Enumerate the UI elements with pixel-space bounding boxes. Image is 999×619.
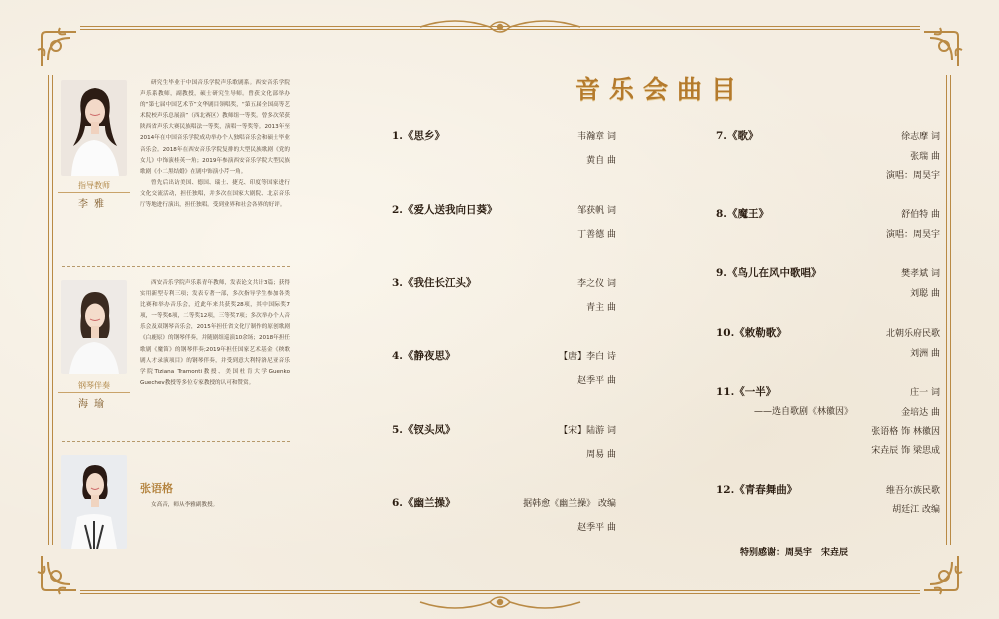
credit-name: 邹获帆	[577, 206, 605, 216]
program-title-3: 3.《我住长江头》	[392, 277, 477, 289]
credit-name: 演唱：周昊宇	[885, 230, 940, 240]
bio-singer	[140, 500, 290, 511]
credit-role: 改编	[597, 499, 616, 509]
credit-name: 周易	[586, 450, 605, 460]
program-title-4: 4.《静夜思》	[392, 350, 456, 362]
role-label-pianist: 钢琴伴奏	[78, 381, 110, 390]
credit-7-1	[901, 129, 940, 142]
bio-singer-para-1: 女高音，师从李雅副教授。	[151, 502, 219, 508]
credit-role: 词	[606, 206, 616, 216]
credit-name: 金培达	[901, 408, 929, 418]
role-underline-pianist	[58, 392, 130, 393]
credit-name: 樊孝斌	[901, 269, 929, 279]
frame-left-line-inner	[52, 75, 53, 545]
credit-1-1	[577, 129, 616, 142]
page-title: 音乐会曲目	[575, 75, 746, 104]
credit-name: 赵季平	[577, 523, 605, 533]
credit-role: 曲	[606, 450, 616, 460]
credit-name: 刘聪	[910, 289, 929, 299]
frame-left-line	[48, 75, 49, 545]
program-title-12: 12.《青春舞曲》	[716, 484, 798, 496]
credit-name: 黄自	[586, 156, 605, 166]
credit-4-2	[577, 373, 616, 386]
credit-role: 曲	[930, 408, 940, 418]
credit-role: 诗	[606, 352, 616, 362]
credit-2-1	[577, 203, 616, 216]
frame-right-line	[950, 75, 951, 545]
credit-name: 赵季平	[577, 376, 605, 386]
credit-10-2	[910, 346, 940, 359]
credit-5-1	[559, 423, 616, 436]
name-teacher: 李雅	[78, 199, 110, 210]
name-singer: 张语格	[140, 482, 173, 495]
bio-teacher-para-1: 研究生毕业于中国音乐学院声乐歌剧系。西安音乐学院声乐系教师，副教授，硕士研究生导师。曾获文化部举办的“第七届中国艺术节”文华剧目领唱奖，“第五届全国高等艺术院校声乐总展演”（西北赛区）教师组一等奖。曾多次荣获陕西省声乐大赛民族唱法一等奖，演唱一等奖等。2013年至2014年在中国音乐学院成功举办个人独唱音乐会和硕士毕业音乐会。2018年在西安音乐学院复排的大型民族歌剧《党的女儿》中饰演桂英一角；2019年参演西安音乐学院大型民族歌剧《小二黑结婚》在剧中饰演小芹一角。	[140, 80, 290, 175]
credit-name: 庄一	[910, 388, 929, 398]
credit-name: 【唐】李白	[559, 352, 605, 362]
credit-name: 张瑞	[910, 152, 929, 162]
credit-name: 【宋】陆游	[559, 426, 605, 436]
credit-role: 词	[930, 132, 940, 142]
credit-name: 北朝乐府民歌	[885, 329, 940, 339]
avatar-singer	[61, 455, 127, 549]
credit-2-2	[577, 227, 616, 240]
credit-role: 词	[930, 388, 940, 398]
credit-3-2	[586, 300, 616, 313]
credit-name: 张语格	[871, 427, 899, 437]
role-underline-teacher	[58, 192, 130, 193]
avatar-pianist	[61, 280, 127, 374]
program-title-8: 8.《魔王》	[716, 208, 769, 220]
corner-ornament-top-left	[36, 26, 80, 70]
credit-role: 曲	[930, 289, 940, 299]
avatar-teacher	[61, 80, 127, 176]
credit-7-2	[910, 149, 940, 162]
credit-11-3	[871, 424, 940, 437]
credit-role: 曲	[606, 523, 616, 533]
bio-pianist	[140, 278, 290, 389]
bio-teacher	[140, 78, 290, 211]
credit-role: 饰 林徽因	[901, 427, 940, 437]
credit-7-3	[886, 168, 940, 181]
program-title-1: 1.《思乡》	[392, 130, 445, 142]
credit-name: 据韩愈《幽兰操》	[523, 499, 596, 509]
bio-pianist-para-1: 西安音乐学院声乐系青年教师，发表论文共计3篇；获得实用新型专利三项；发表专著一部，多次指导学生参加各类比赛和举办音乐会，近此年来共获奖28项，其中国际奖7项，一等奖6项，二等奖12项，三等奖7项；多次举办个人音乐会及双钢琴音乐会，2015年担任省文化厅制作的原创歌剧《白鹿原》的钢琴伴奏，并随剧组巡演10余场；2018年担任歌剧《魔笛》的钢琴伴奏;2019年担任国家艺术基金《秧歌剧人才录演项目》的钢琴伴奏，并受到意大利特洛尼亚音乐学院Tiziana Tramonti教授、美国杜肯大学Guenko Guechev教授等多位专家教授的认可和赞赏。	[140, 280, 291, 386]
corner-ornament-top-right	[920, 26, 964, 70]
credit-role: 曲	[930, 210, 940, 220]
credit-role: 曲	[606, 230, 616, 240]
corner-ornament-bottom-left	[36, 552, 80, 596]
credit-11-4	[871, 443, 940, 456]
credit-3-1	[577, 276, 616, 289]
frame-right-line-inner	[946, 75, 947, 545]
credit-6-1	[523, 496, 616, 509]
credit-role: 曲	[606, 376, 616, 386]
credit-name: 李之仪	[577, 279, 605, 289]
credit-role: 曲	[930, 349, 940, 359]
section-divider-2	[62, 441, 290, 442]
program-title-7: 7.《歌》	[716, 130, 759, 142]
credit-10-1	[886, 326, 940, 339]
program-title-6: 6.《幽兰操》	[392, 497, 456, 509]
credit-1-2	[586, 153, 616, 166]
frame-bottom-line	[80, 590, 920, 591]
section-divider-1	[62, 266, 290, 267]
credit-9-2	[910, 286, 940, 299]
credit-5-2	[586, 447, 616, 460]
credit-12-2	[892, 502, 940, 515]
role-label-teacher: 指导教师	[78, 181, 110, 190]
credit-11-2	[901, 405, 940, 418]
program-title-10: 10.《敕勒歌》	[716, 327, 787, 339]
bio-teacher-para-2: 曾先后出访美国、德国、瑞士、捷克、印度等国家进行文化交流活动，担任独唱，并多次在国家大剧院、北京音乐厅等地进行演出，担任独唱。受到业界和社会各界的好评。	[140, 179, 290, 209]
credit-name: 丁善德	[577, 230, 605, 240]
credit-name: 舒伯特	[901, 210, 929, 220]
credit-name: 宋垚辰	[871, 446, 899, 456]
credit-11-1	[910, 385, 940, 398]
credit-role: 曲	[930, 152, 940, 162]
program-title-11: 11.《一半》	[716, 386, 777, 398]
credit-name: 维吾尔族民歌	[885, 486, 940, 496]
top-center-ornament	[410, 15, 590, 37]
credit-role: 词	[606, 279, 616, 289]
credit-role: 饰 梁思成	[901, 446, 940, 456]
credit-role: 改编	[921, 505, 940, 515]
credit-8-1	[901, 207, 940, 220]
program-title-2: 2.《爱人送我向日葵》	[392, 204, 498, 216]
credit-12-1	[886, 483, 940, 496]
credit-role: 曲	[606, 156, 616, 166]
credit-role: 词	[606, 132, 616, 142]
credit-name: 韦瀚章	[577, 132, 605, 142]
credit-6-2	[577, 520, 616, 533]
credit-8-2	[886, 227, 940, 240]
credit-name: 胡廷江	[892, 505, 920, 515]
credit-name: 青主	[586, 303, 605, 313]
program-title-5: 5.《钗头凤》	[392, 424, 456, 436]
credit-role: 曲	[606, 303, 616, 313]
program-subtitle-11: ——选自歌剧《林徽因》	[754, 407, 854, 417]
credit-4-1	[559, 349, 616, 362]
special-thanks: 特别感谢：周昊宇 宋垚辰	[740, 548, 849, 558]
credit-role: 词	[606, 426, 616, 436]
credit-name: 刘洲	[910, 349, 929, 359]
name-pianist: 海瑜	[78, 399, 110, 410]
credit-9-1	[901, 266, 940, 279]
credit-name: 徐志摩	[901, 132, 929, 142]
credit-name: 演唱：周昊宇	[885, 171, 940, 181]
bottom-center-ornament	[410, 592, 590, 614]
program-title-9: 9.《鸟儿在风中歌唱》	[716, 267, 822, 279]
corner-ornament-bottom-right	[920, 552, 964, 596]
credit-role: 词	[930, 269, 940, 279]
